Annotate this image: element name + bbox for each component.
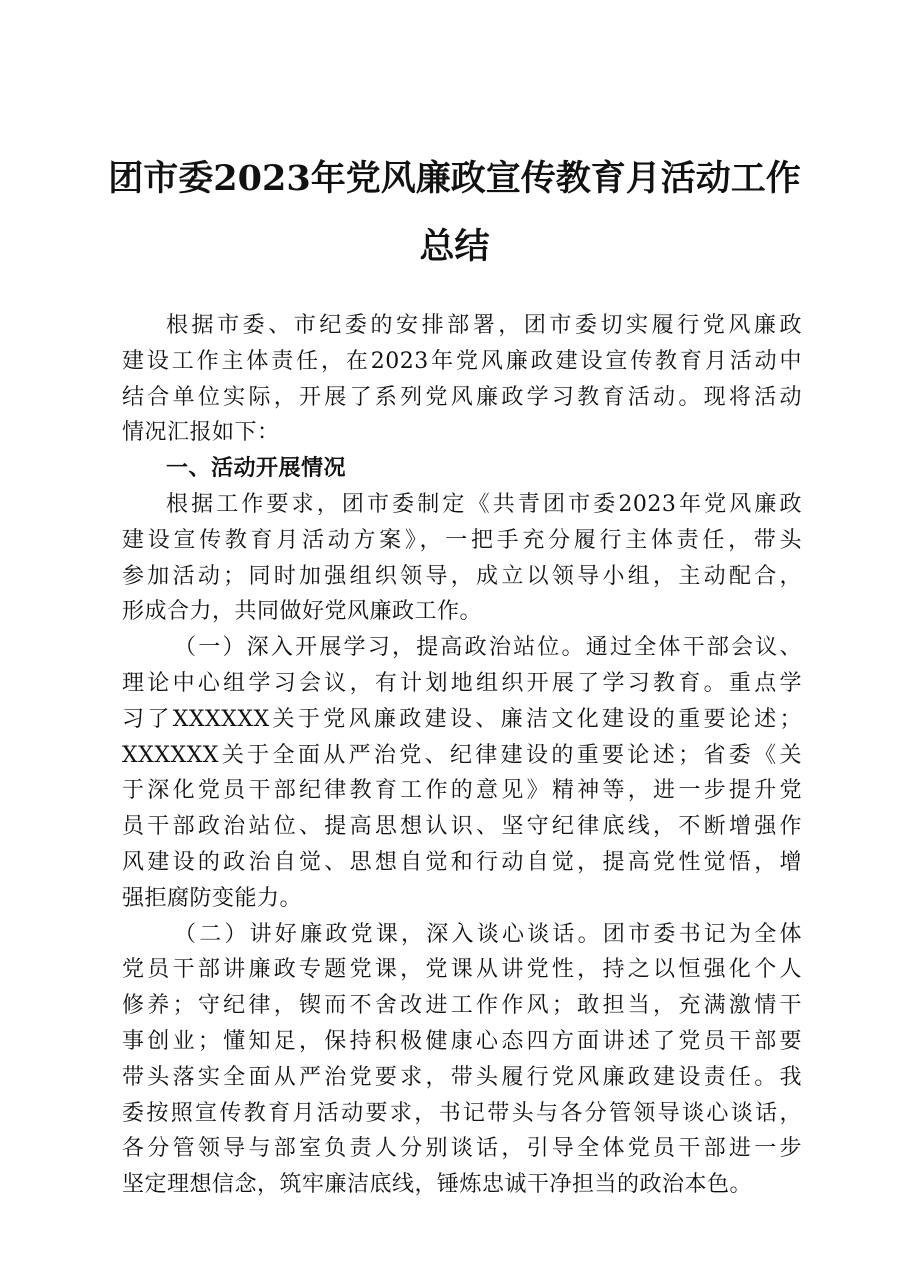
document-body [122,308,802,1203]
paragraph-line: （一）深入开展学习，提高政治站位。通过全体干部会议、 [174,635,802,661]
document-title-line-2: 总结 [419,226,490,267]
paragraph-line: 委按照宣传教育月活动要求，书记带头与各分管领导谈心谈话， [122,1100,802,1126]
subsection2-paragraph [122,917,802,1203]
paragraph-line: 形成合力，共同做好党风廉政工作。 [122,599,483,625]
paragraph-line: XXXXXX关于全面从严治党、纪律建设的重要论述；省委《关 [122,742,802,768]
paragraph-line: 结合单位实际，开展了系列党风廉政学习教育活动。现将活动 [122,384,802,410]
paragraph-line: 参加活动；同时加强组织领导，成立以领导小组，主动配合， [122,563,802,589]
paragraph-line: 修养；守纪律，锲而不舍改进工作作风；敢担当，充满激情干 [122,993,802,1019]
paragraph-line: 坚定理想信念，筑牢廉洁底线，锤炼忠诚干净担当的政治本色。 [122,1172,753,1198]
paragraph-line: 带头落实全面从严治党要求，带头履行党风廉政建设责任。我 [122,1064,802,1090]
paragraph-line: 根据工作要求，团市委制定《共青团市委2023年党风廉政 [166,491,802,517]
paragraph-line: 事创业；懂知足，保持积极健康心态四方面讲述了党员干部要 [122,1028,802,1054]
paragraph-line: 员干部政治站位、提高思想认识、坚守纪律底线，不断增强作 [122,814,802,840]
paragraph-line: 强拒腐防变能力。 [122,885,303,911]
document-title-line-1: 团市委2023年党风廉政宣传教育月活动工作 [108,158,801,199]
paragraph-line: 各分管领导与部室负责人分别谈话，引导全体党员干部进一步 [122,1136,802,1162]
paragraph-line: 习了XXXXXX关于党风廉政建设、廉洁文化建设的重要论述； [122,706,802,732]
paragraph-line: 党员干部讲廉政专题党课，党课从讲党性，持之以恒强化个人 [122,957,802,983]
paragraph-line: （二）讲好廉政党课，深入谈心谈话。团市委书记为全体 [174,921,802,947]
paragraph-line: 根据市委、市纪委的安排部署，团市委切实履行党风廉政 [166,313,802,338]
paragraph-line: 情况汇报如下： [122,420,280,446]
subsection1-paragraph [122,630,802,916]
paragraph-line: 于深化党员干部纪律教育工作的意见》精神等，进一步提升党 [122,778,802,804]
section-heading: 一、活动开展情况 [166,456,347,482]
section1-paragraph [122,487,802,630]
paragraph-line: 建设宣传教育月活动方案》，一把手充分履行主体责任，带头 [122,527,802,553]
paragraph-line: 建设工作主体责任，在2023年党风廉政建设宣传教育月活动中 [122,348,802,374]
paragraph-line: 理论中心组学习会议，有计划地组织开展了学习教育。重点学 [122,670,802,696]
intro-paragraph [122,308,802,451]
paragraph-line: 风建设的政治自觉、思想自觉和行动自觉，提高党性觉悟，增 [122,849,802,875]
